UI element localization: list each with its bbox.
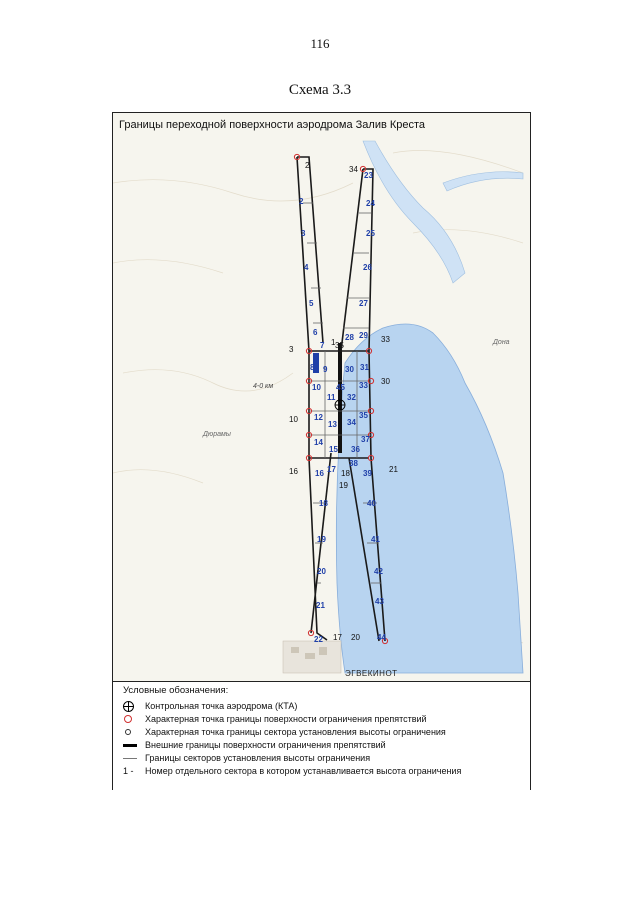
sector-number: 29 (359, 331, 368, 340)
sector-number: 10 (312, 383, 321, 392)
sector-number: 35 (359, 411, 368, 420)
sector-number: 27 (359, 299, 368, 308)
boundary-point-label: 34 (349, 165, 358, 174)
distance-label: 4-0 км (253, 383, 274, 390)
legend-item-outer-boundary: Внешние границы поверхности ограничения препятствий (123, 739, 386, 751)
sector-number: 44 (377, 633, 386, 642)
legend (113, 681, 530, 790)
sector-number: 40 (367, 499, 376, 508)
thick-line-icon (123, 744, 137, 747)
map-frame (112, 112, 531, 790)
boundary-point-label: 19 (339, 481, 348, 490)
sector-number: 21 (316, 601, 325, 610)
sector-number: 36 (351, 445, 360, 454)
sector-number: 28 (345, 333, 354, 342)
sector-number: 41 (371, 535, 380, 544)
red-point-icon (124, 715, 132, 723)
boundary-point-label: 35 (335, 341, 344, 350)
sector-number: 18 (319, 499, 328, 508)
sector-number: 3 (301, 229, 306, 238)
sector-number: 6 (313, 328, 318, 337)
place-label: Дюрамы (203, 431, 231, 438)
legend-item-sector-number: 1 - Номер отдельного сектора в котором устанавливается высота ограничения (123, 766, 462, 776)
sector-number: 5 (309, 299, 314, 308)
sector-number: 4 (304, 263, 309, 272)
sector-number: 32 (347, 393, 356, 402)
boundary-point-label: 1 (331, 338, 336, 347)
page-number: 116 (310, 36, 330, 51)
sector-point-icon (125, 729, 131, 735)
sector-number: 7 (320, 341, 325, 350)
sector-number: 20 (317, 567, 326, 576)
sector-number: 34 (347, 418, 356, 427)
sector-number: 45 (336, 383, 345, 392)
sector-number: 31 (360, 363, 369, 372)
sector-number: 13 (328, 420, 337, 429)
sector-number: 33 (359, 381, 368, 390)
kta-icon (335, 400, 345, 410)
map-canvas (113, 113, 530, 681)
sector-number: 16 (315, 469, 324, 478)
sector-number: 25 (366, 229, 375, 238)
legend-item-sector-point: Характерная точка границы сектора установления высоты ограничения (123, 726, 446, 738)
boundary-point-label: 17 (333, 633, 342, 642)
sector-number: 39 (363, 469, 372, 478)
scheme-title: Схема 3.3 (288, 82, 352, 98)
city-label: ЭГВЕКИНОТ (345, 669, 398, 678)
legend-item-kta: Контрольная точка аэродрома (КТА) (123, 700, 297, 712)
boundary-point-label: 2 (305, 161, 310, 170)
boundary-point-label: 10 (289, 415, 298, 424)
sector-number: 11 (327, 393, 336, 402)
sector-number: 30 (345, 365, 354, 374)
boundary-point-label: 30 (381, 377, 390, 386)
boundary-point-label: 16 (289, 467, 298, 476)
sector-number: 43 (375, 597, 384, 606)
boundary-point-label: 3 (289, 345, 294, 354)
boundary-point-label: 33 (381, 335, 390, 344)
boundary-point-label: 20 (351, 633, 360, 642)
sector-number: 14 (314, 438, 323, 447)
sector-number: 12 (314, 413, 323, 422)
map-title: Границы переходной поверхности аэродрома Залив Креста (119, 119, 426, 131)
kta-legend-icon (123, 701, 134, 712)
legend-heading: Условные обозначения: (123, 685, 229, 696)
sector-number: 17 (327, 465, 336, 474)
sector-number: 22 (314, 635, 323, 644)
sector-number: 26 (363, 263, 372, 272)
sector-number: 15 (329, 445, 338, 454)
sector-number: 24 (366, 199, 375, 208)
sector-number: 19 (317, 535, 326, 544)
sector-number: 37 (361, 435, 370, 444)
sector-number: 23 (364, 171, 373, 180)
sector-number: 9 (323, 365, 328, 374)
legend-item-boundary-point: Характерная точка границы поверхности ограничения препятствий (123, 713, 427, 725)
sector-number: 38 (349, 459, 358, 468)
place-label: Дона (493, 339, 510, 346)
thin-line-icon (123, 758, 137, 759)
boundary-point-label: 21 (389, 465, 398, 474)
legend-item-sector-boundary: Границы секторов установления высоты ограничения (123, 752, 370, 764)
sector-number: 2 (299, 197, 304, 206)
boundary-point-label: 18 (341, 469, 350, 478)
sector-number: 8 (310, 363, 315, 372)
sector-number: 42 (374, 567, 383, 576)
